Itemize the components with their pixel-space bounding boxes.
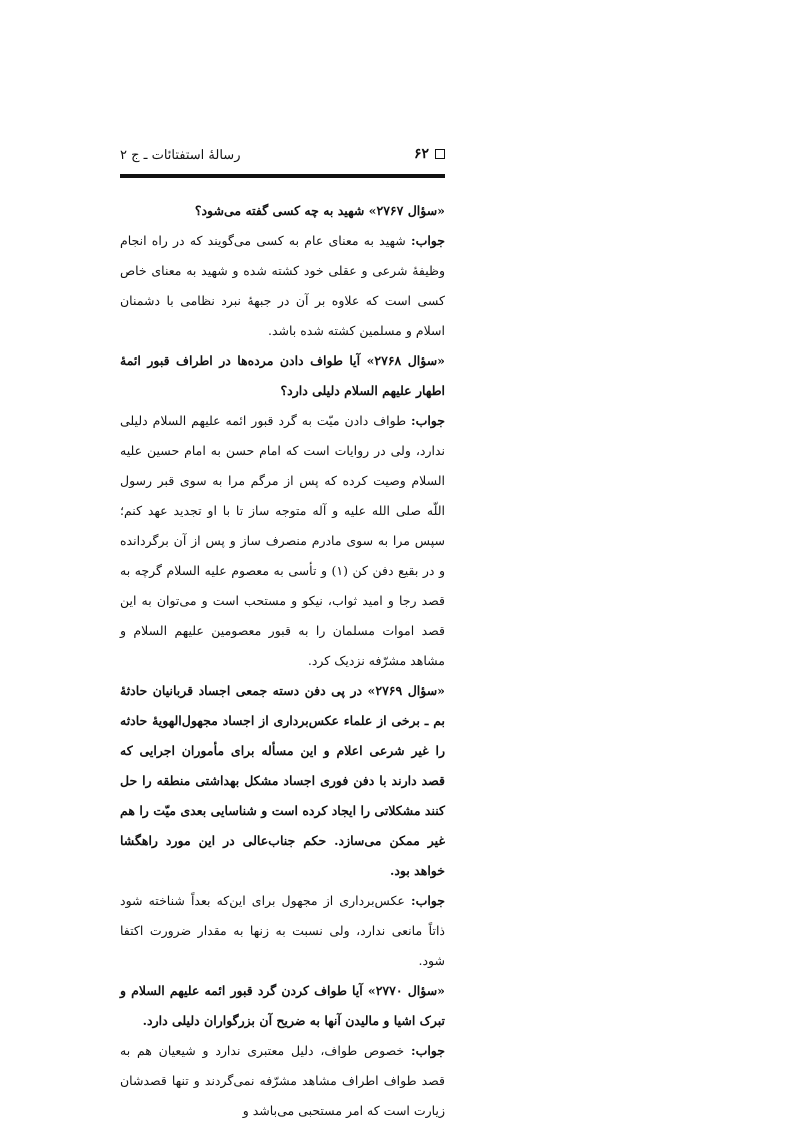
answer-text: عکس‌برداری از مجهول برای این‌که بعداً شناخته شود ذاتاً مانعی ندارد، ولی نسبت به زنها به مقدار ضرورت اکتفا شود. <box>120 893 445 968</box>
answer-label: جواب: <box>410 1043 445 1058</box>
answer-2767 <box>120 226 445 346</box>
answer-label: جواب: <box>410 413 445 428</box>
page-number: ۶۲ <box>413 146 429 162</box>
header-rule <box>120 174 445 178</box>
page-number-group <box>414 146 445 162</box>
answer-2770 <box>120 1036 445 1126</box>
question-2768: «سؤال ۲۷۶۸» آیا طواف دادن مرده‌ها در اطراف قبور ائمهٔ اطهار علیهم السلام دلیلی دارد؟ <box>120 353 445 398</box>
question-2769: «سؤال ۲۷۶۹» در پی دفن دسته جمعی اجساد قربانیان حادثهٔ بم ـ برخی از علماء عکس‌برداری از اجساد مجهول‌الهویهٔ حادثه را غیر شرعی اعلام و این مسأله برای مأموران اجرایی که قصد دارند با دفن فوری اجساد مشکل بهداشتی منطقه را حل کنند مشکلاتی را ایجاد کرده است و شناسایی بعدی میّت را هم غیر ممکن می‌سازد. حکم جناب‌عالی در این مورد راهگشا خواهد بود. <box>120 683 445 878</box>
page-header <box>120 146 445 170</box>
answer-2768 <box>120 406 445 676</box>
question-2767: «سؤال ۲۷۶۷» شهید به چه کسی گفته می‌شود؟ <box>194 203 445 218</box>
answer-text: شهید به معنای عام به کسی می‌گویند که در راه انجام وظیفهٔ شرعی و عقلی خود کشته شده و شهید به معنای خاص کسی است که علاوه بر آن در جبههٔ نبرد نظامی با دشمنان اسلام و مسلمین کشته شده باشد. <box>120 233 445 338</box>
answer-label: جواب: <box>410 233 445 248</box>
square-outline-icon <box>435 149 445 159</box>
question-2770: «سؤال ۲۷۷۰» آیا طواف کردن گرد قبور ائمه علیهم السلام و تبرک اشیا و مالیدن آنها به ضریح آن بزرگواران دلیلی دارد. <box>120 983 445 1028</box>
answer-2769 <box>120 886 445 976</box>
answer-label: جواب: <box>410 893 445 908</box>
running-title: رسالهٔ استفتائات ـ ج ۲ <box>120 148 241 163</box>
answer-text: طواف دادن میّت به گرد قبور ائمه علیهم السلام دلیلی ندارد، ولی در روایات است که امام حسن به امام حسین علیه السلام وصیت کرده که پس از مرگم مرا به سوی قبر رسول اللّه صلی الله علیه و آله متوجه ساز تا با او تجدید عهد کنم؛ سپس مرا به سوی مادرم منصرف ساز و پس از آن برگردانده و در بقیع دفن کن (۱) و تأسی به معصوم علیه السلام گرچه به قصد رجا و امید ثواب، نیکو و مستحب است و می‌توان به این قصد اموات مسلمان را به قبور معصومین علیهم السلام و مشاهد مشرّفه نزدیک کرد. <box>120 413 445 668</box>
page-body <box>120 196 445 1126</box>
answer-text: خصوص طواف، دلیل معتبری ندارد و شیعیان هم به قصد طواف اطراف مشاهد مشرّفه نمی‌گردند و تنها قصدشان زیارت است که امر مستحبی می‌باشد و <box>120 1043 445 1118</box>
